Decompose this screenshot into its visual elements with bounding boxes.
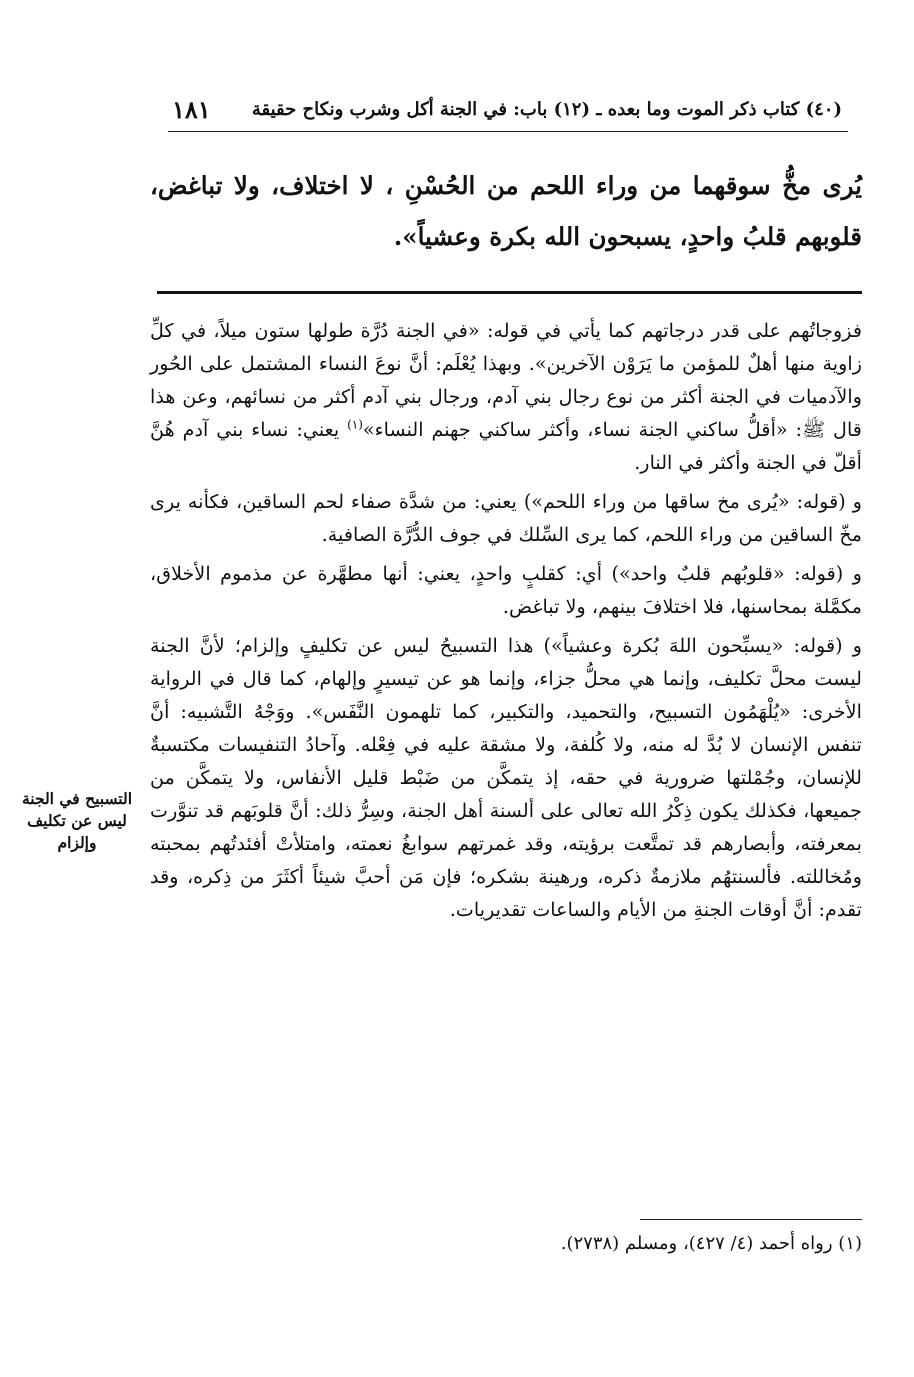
running-title: (٤٠) كتاب ذكر الموت وما بعده ـ (١٢) باب: في الجنة أكل وشرب ونكاح حقيقة xyxy=(251,99,842,120)
commentary-paragraph: و (قوله: «قلوبُهم قلبٌ واحد») أي: كقلبٍ واحدٍ، يعني: أنها مطهَّرة عن مذموم الأخلاق، مكمَّلة بمحاسنها، فلا اختلافَ بينهم، ولا تباغض. xyxy=(150,562,862,618)
commentary-paragraph: و (قوله: «يسبِّحون اللهَ بُكرة وعشياً») هذا التسبيحُ ليس عن تكليفٍ وإلزام؛ لأنَّ الجنة ليست محلَّ تكليف، وإنما هي محلُّ جزاء، وإنما هو عن تيسيرٍ وإلهام، كما قال في الرواية الأخرى: «يُلْهَمُون التسبيح، والتحميد، والتكبير، كما تلهمون النَّفَس». ووَجْهُ التَّشبيه: أنَّ تنفس الإنسان لا بُدَّ له منه، ولا كُلفة، ولا مشقة عليه في فِعْله. وآحادُ التنفيسات مكتسبةٌ للإنسان، وجُمْلتها ضرورية في حقه، إذ يتمكَّن من ضَبْط قليل الأنفاس، ولا يتمكَّن من جميعها، فكذلك يكون ذِكْرُ الله تعالى على ألسنة أهل الجنة، وسِرُّ ذلك: أنَّ قلوبَهم قد تنوَّرت بمعرفته، وأبصارهم قد تمتَّعت برؤيته، وقد غمرتهم سوابغُ نعمته، وامتلأتْ أفئدتُهم بمحبته ومُخاللته. فألسنتهُم ملازمةٌ ذكره، ورهينة بشكره؛ فإن مَن أحبَّ شيئاً أكثَرَ من ذِكره، وقد تقدم: أنَّ أوقات الجنةِ من الأيام والساعات تقديريات. xyxy=(150,634,862,921)
page-number: ١٨١ xyxy=(172,95,211,124)
commentary-paragraph: و (قوله: «يُرى مخ ساقها من وراء اللحم») يعني: من شدَّة صفاء لحم الساقين، فكأنه يرى مخّ الساقين من وراء اللحم، كما يرى السِّلك في جوف الدُّرَّة الصافية. xyxy=(150,490,862,546)
commentary-paragraph xyxy=(150,314,862,479)
footnote: (١) رواه أحمد (٤/ ٤٢٧)، ومسلم (٢٧٣٨). xyxy=(560,1233,862,1254)
footnote-rule xyxy=(640,1219,862,1220)
paragraph-text: فزوجاتُهم على قدر درجاتهم كما يأتي في قوله: «في الجنة دُرَّة طولها ستون ميلاً، في كلِّ زاوية منها أهلٌ للمؤمن ما يَرَوْن الآخرين». وبهذا يُعْلَم: أنَّ نوعَ النساء المشتمل على الحُور والآدميات في الجنة أكثر من نوع رجال بني آدم، ورجال بني آدم أكثر من نسائهم، وعن هذا قال ﷺ: «أقلُّ ساكني الجنة نساء، وأكثر ساكني جهنم النساء» xyxy=(150,319,862,441)
page-header xyxy=(172,95,842,125)
commentary xyxy=(150,314,862,932)
text-separator-rule xyxy=(157,291,862,294)
footnote-ref: (١) xyxy=(347,417,363,432)
header-rule xyxy=(168,131,848,132)
paragraph-text: يعني: نساء بني آدم هُنَّ أقلّ في الجنة وأكثر في النار. xyxy=(150,418,862,474)
marginal-note: التسبيح في الجنة ليس عن تكليف وإلزام xyxy=(21,789,133,852)
hadith-text: يُرى مخُّ سوقهما من وراء اللحم من الحُسْنِ ، لا اختلاف، ولا تباغض، قلوبهم قلبُ واحدٍ، يسبحون الله بكرة وعشياً». xyxy=(150,171,862,251)
